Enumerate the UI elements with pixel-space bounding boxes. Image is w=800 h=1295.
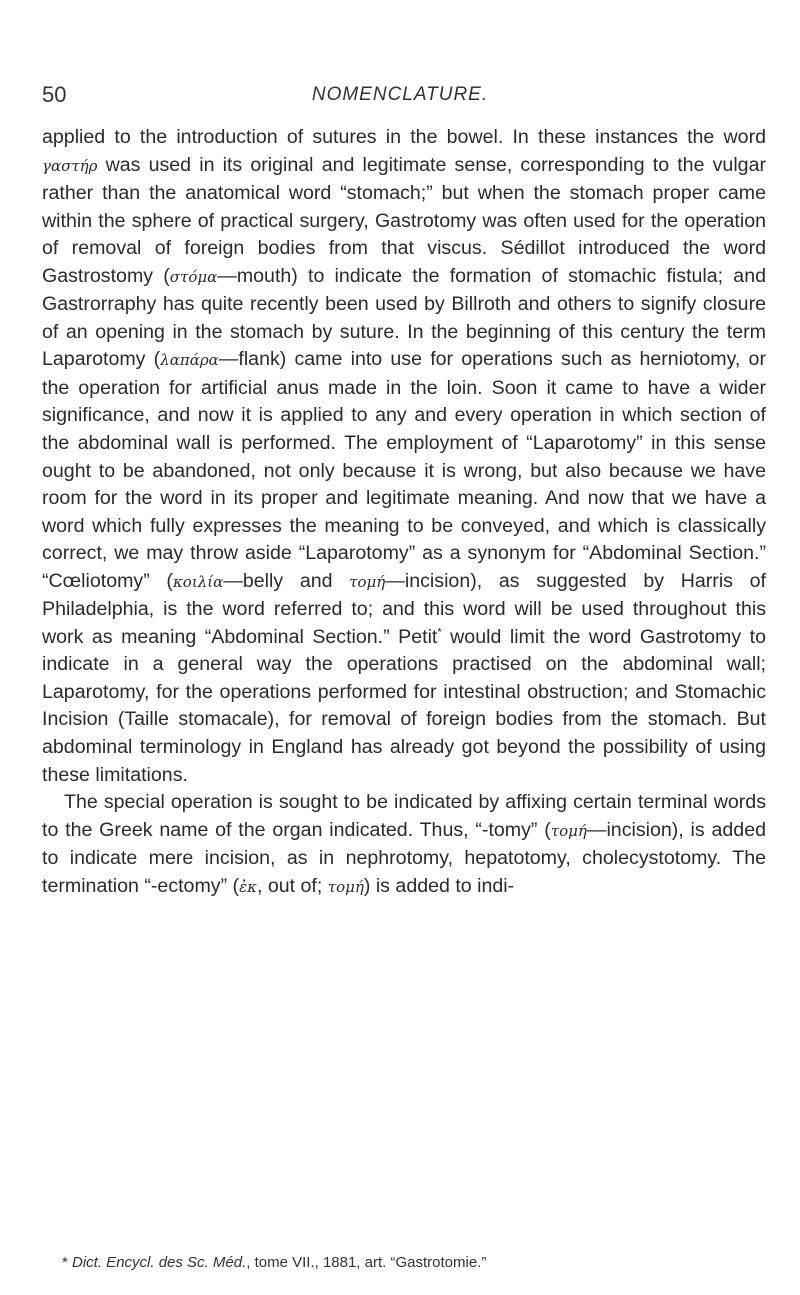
paragraph-2 [42, 789, 766, 901]
text-run: —incision), is added to indicate mere incision, as in nephrotomy, hepatotomy, cholecystotomy. The termination “-ectomy” ( [42, 818, 766, 897]
text-run: —mouth) to indicate the formation of stomachic fistula; and Gastrorraphy has quite recently been used by Billroth and others to signify closure of an opening in the stomach by suture. In the beginning of this century the term Laparotomy ( [42, 264, 766, 371]
greek-word: γαστήρ [42, 156, 98, 175]
text-run: was used in its original and legitimate sense, corresponding to the vulgar rather than the anatomical word “stomach;” but when the stomach proper came within the sphere of practical surgery, Gastrotomy was often used for the operation of removal of foreign bodies from that viscus. Sédillot introduced the word Gastrostomy ( [42, 153, 766, 287]
paragraph-1 [42, 124, 766, 789]
text-run: The special operation is sought to be indicated by affixing certain terminal words to the Greek name of the organ indicated. Thus, “-tomy” ( [42, 791, 766, 841]
greek-word: λαπάρα [160, 351, 219, 370]
footnote [62, 1254, 782, 1271]
greek-word: τομή [550, 821, 587, 840]
greek-word: κοιλία [172, 572, 224, 591]
greek-word: στόμα [169, 267, 218, 286]
footnote-source: Dict. Encycl. des Sc. Méd. [72, 1254, 247, 1271]
greek-word: ἐκ [239, 877, 257, 896]
footnote-reference: * [437, 626, 442, 639]
text-run: applied to the introduction of sutures in the bowel. In these instances the word [42, 126, 766, 148]
text-run: ) is added to indi- [363, 874, 515, 897]
footnote-mark: * [62, 1254, 68, 1271]
greek-word: τομή [327, 877, 364, 896]
body-text [42, 124, 766, 901]
text-run: , out of; [256, 874, 328, 897]
text-run: —flank) came into use for operations such as herniotomy, or the operation for artificial anus made in the loin. Soon it came to have a wider significance, and now it is applied to any and every operation in which section of the abdominal wall is performed. The employment of “Laparotomy” in this sense ought to be abandoned, not only because it is wrong, but also because we have room for the word in its proper and legitimate meaning. And now that we have a word which fully expresses the meaning to be conveyed, and which is classically correct, we may throw aside “Laparotomy” as a synonym for “Abdominal Section.” “Cœliotomy” ( [42, 348, 766, 592]
text-run: would limit the word Gastrotomy to indicate in a general way the operations practised on the abdominal wall; Laparotomy, for the operations performed for intestinal obstruction; and Stomachic Incision (Taille stomacale), for removal of foreign bodies from the stomach. But abdominal terminology in England has already got beyond the possibility of using these limitations. [42, 625, 766, 786]
page-number: 50 [42, 82, 67, 107]
running-title: NOMENCLATURE. [311, 84, 489, 105]
text-run: —belly and [223, 569, 350, 592]
greek-word: τομή [349, 572, 386, 591]
text-run: —incision), as suggested by Harris of Philadelphia, is the word referred to; and this word will be used throughout this work as meaning “Abdominal Section.” Petit [42, 569, 766, 648]
footnote-detail: , tome VII., 1881, art. “Gastrotomie.” [246, 1254, 487, 1271]
